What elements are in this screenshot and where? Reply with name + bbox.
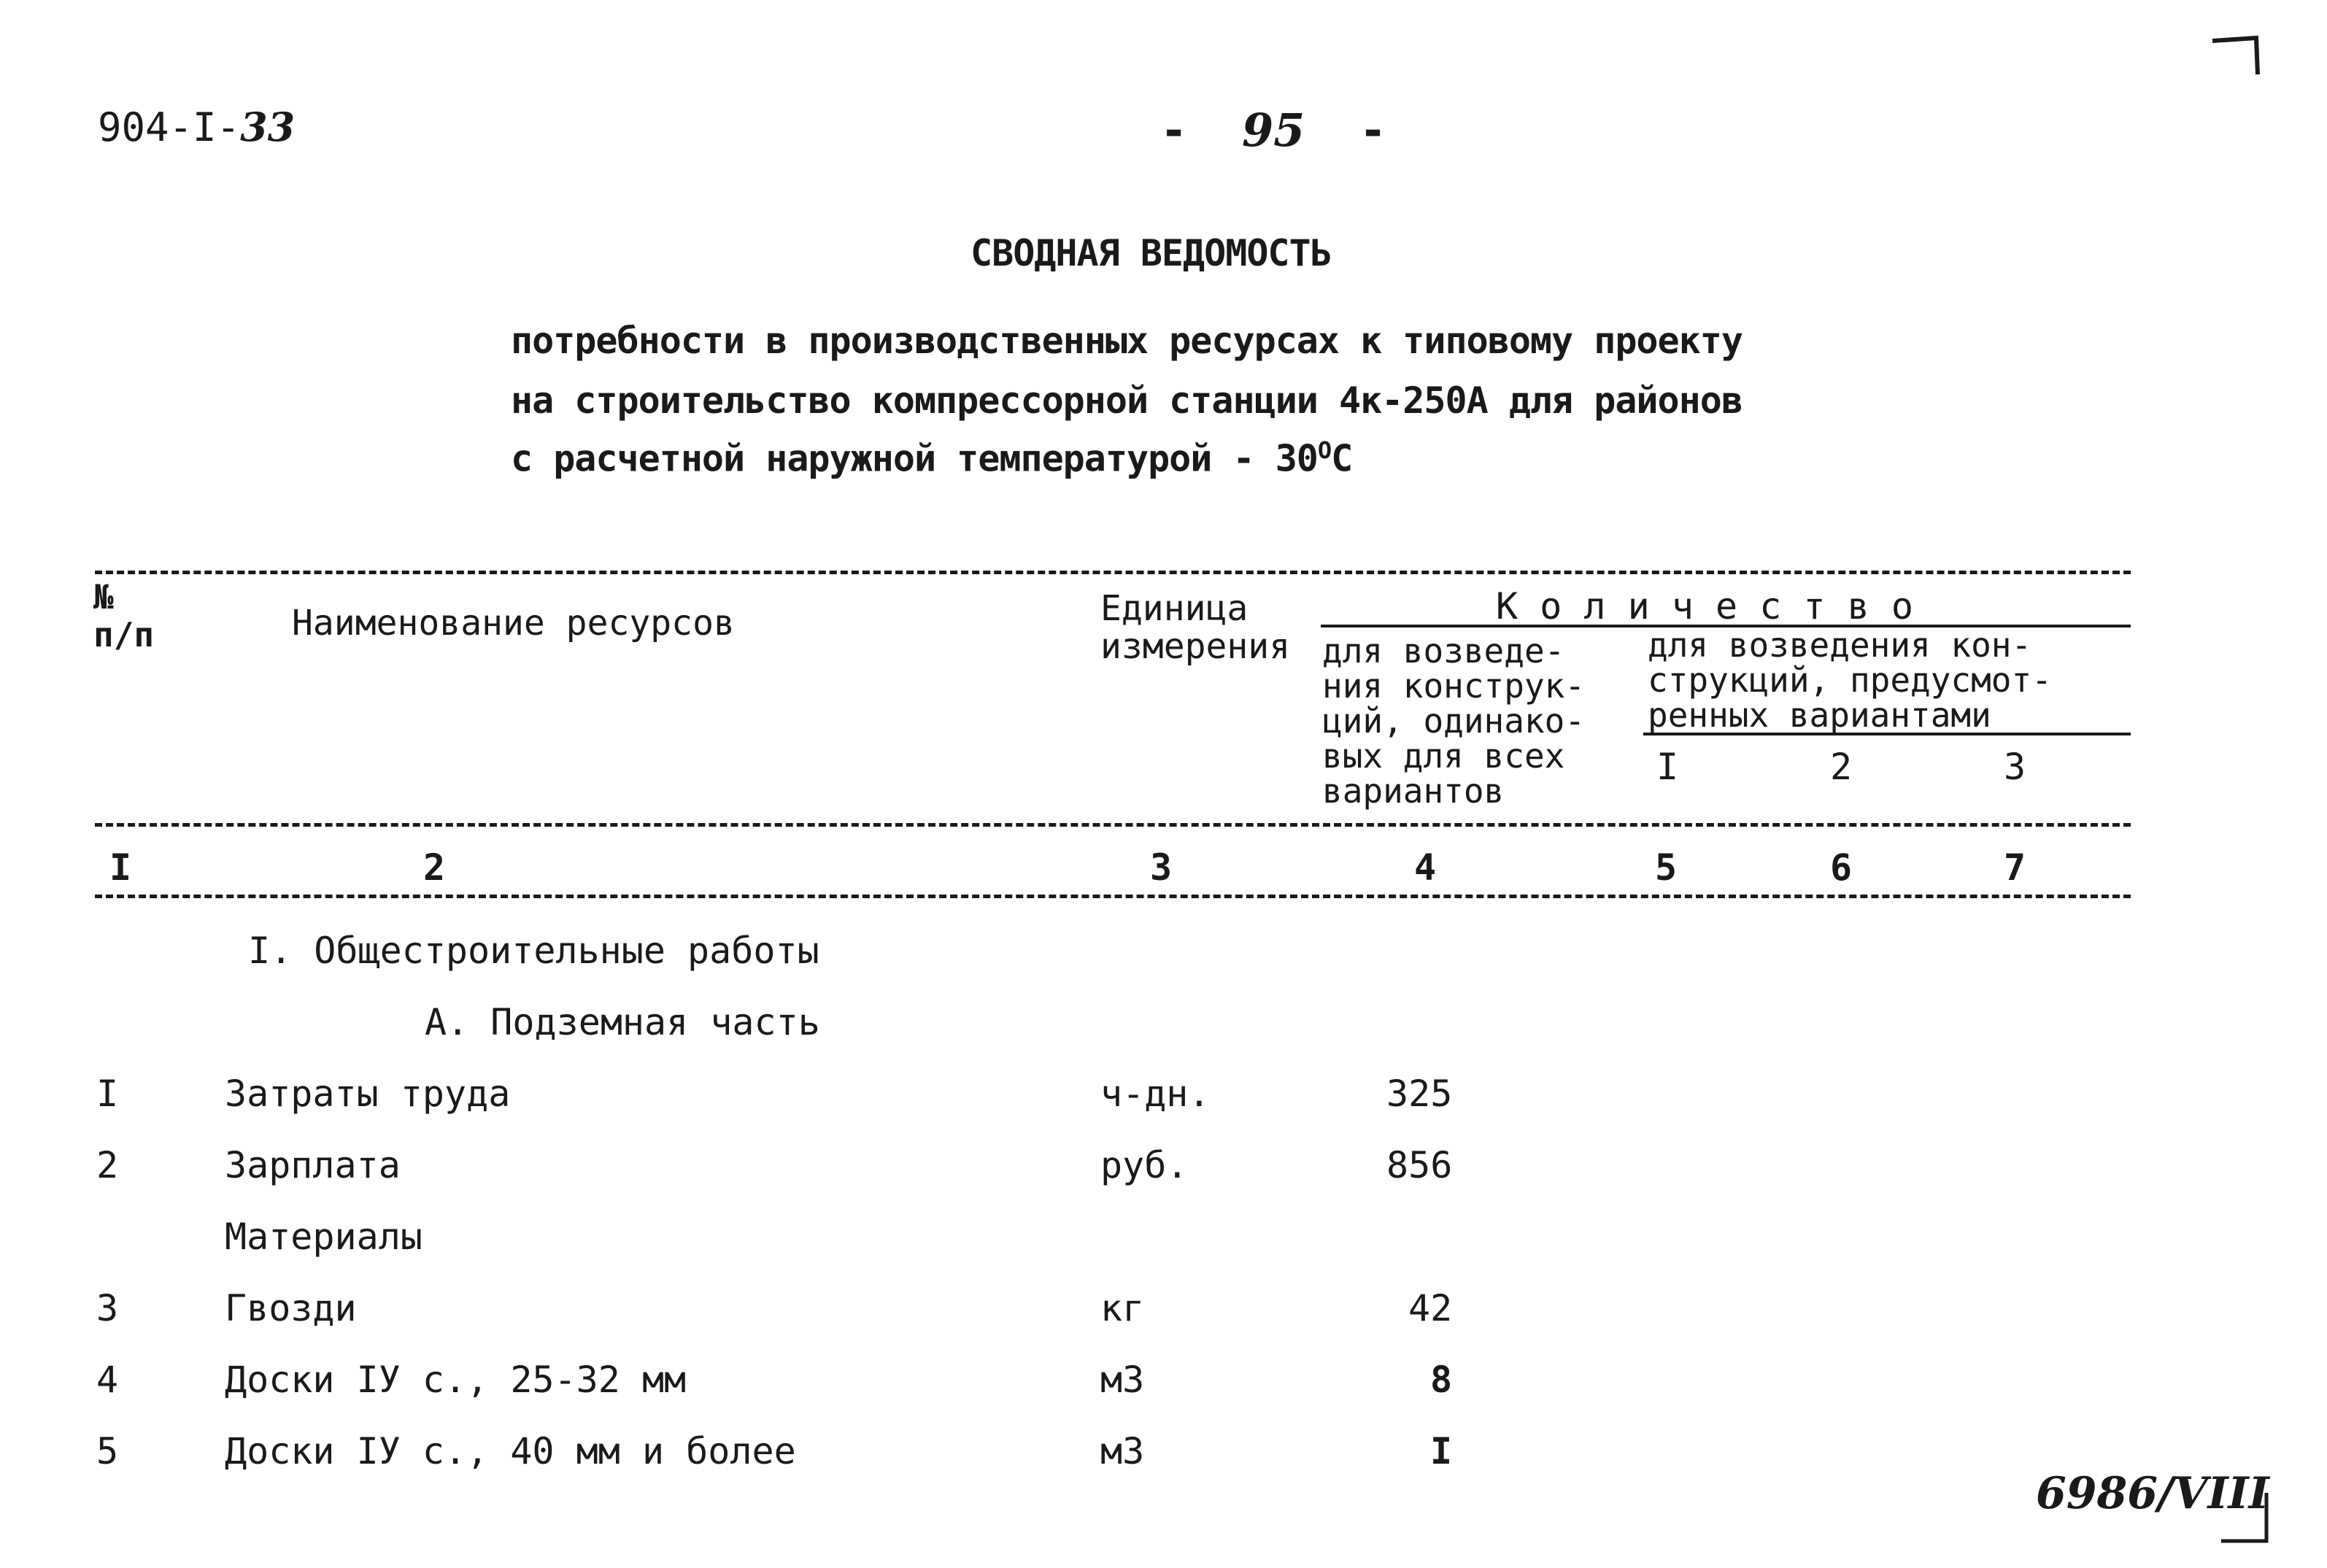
corner-mark-top-right (2211, 34, 2264, 77)
column-numbers-rule (95, 895, 2131, 898)
corner-mark-bottom-right (2218, 1488, 2277, 1547)
column-number-1: I (109, 846, 132, 889)
table-row-3-num: 3 (96, 1287, 119, 1329)
column-number-3: 3 (1150, 846, 1173, 889)
table-row-3-unit: кг (1100, 1287, 1145, 1329)
subtitle-line-3 (511, 436, 1352, 480)
table-row-1-qty: 325 (1386, 1073, 1453, 1115)
table-top-rule (95, 571, 2131, 574)
table-row-3-qty: 42 (1408, 1287, 1453, 1329)
col-unit-header-line-1: Единица (1100, 588, 1249, 629)
column-number-7: 7 (2004, 846, 2026, 889)
table-row-5-qty: I (1430, 1430, 1453, 1472)
col-common-header-line-3: ций, одинако- (1322, 701, 1586, 741)
col-common-header-line-1: для возведе- (1322, 631, 1565, 671)
document-title: СВОДНАЯ ВЕДОМОСТЬ (970, 232, 1332, 274)
subtitle-line-3-unit: C (1331, 437, 1353, 480)
column-number-6: 6 (1830, 846, 1853, 889)
archive-stamp: 6986/VIII (2036, 1468, 2269, 1519)
table-row-1-num: I (96, 1073, 119, 1115)
col-quantity-header: К о л и ч е с т в о (1496, 585, 1913, 627)
page-number-value: 95 (1241, 104, 1305, 157)
table-row-2-unit: руб. (1100, 1144, 1189, 1186)
col-unit-header-line-2: измерения (1100, 626, 1291, 667)
col-common-header-line-4: вых для всех (1322, 736, 1565, 776)
variant-label-3: 3 (2004, 746, 2026, 788)
variant-label-1: I (1656, 746, 1679, 788)
column-number-4: 4 (1414, 846, 1437, 889)
table-row-5-name: Доски IУ с., 40 мм и более (225, 1430, 796, 1472)
col-number-header-line-1: № (93, 577, 114, 617)
col-variants-header-line-2: струкций, предусмот- (1648, 660, 2052, 700)
table-row-4-unit: м3 (1100, 1359, 1145, 1401)
col-name-header: Наименование ресурсов (292, 603, 735, 644)
subsection-heading: А. Подземная часть (425, 1001, 820, 1043)
table-row-2-name: Зарплата (225, 1144, 401, 1186)
col-variants-header-line-1: для возведения кон- (1648, 625, 2032, 665)
col-variants-header-line-3: ренных вариантами (1648, 695, 1991, 735)
col-common-header (1322, 631, 1586, 811)
document-code-handwritten: 33 (240, 104, 296, 150)
page-number-dash-left: - (1160, 104, 1188, 157)
variant-label-2: 2 (1830, 746, 1853, 788)
table-row-2-num: 2 (96, 1144, 119, 1186)
col-unit-header (1100, 590, 1290, 665)
table-row-1-unit: ч-дн. (1100, 1073, 1211, 1115)
column-number-5: 5 (1655, 846, 1678, 889)
col-common-header-line-5: вариантов (1322, 771, 1505, 811)
table-row-3-name: Гвозди (225, 1287, 357, 1329)
subtitle-line-3-text: с расчетной наружной температурой - 30 (511, 437, 1318, 480)
variants-underline (1643, 733, 2131, 735)
table-row-1-name: Затраты труда (225, 1073, 511, 1115)
col-common-header-line-2: ния конструк- (1322, 666, 1586, 706)
col-variants-header (1648, 627, 2052, 733)
table-row-5-unit: м3 (1100, 1430, 1145, 1472)
page-number-dash-right: - (1359, 104, 1387, 157)
degree-sign: O (1317, 436, 1332, 464)
section-heading: I. Общестроительные работы (248, 930, 819, 972)
page-number (1160, 104, 1386, 157)
subtitle-line-1: потребности в производственных ресурсах к типовому проекту (511, 320, 1743, 362)
col-number-header-line-2: п/п (93, 615, 155, 654)
table-row-4-num: 4 (96, 1359, 119, 1401)
document-code-prefix: 904-I- (98, 104, 241, 150)
table-row-4-name: Доски IУ с., 25-32 мм (225, 1359, 687, 1401)
document-code (98, 104, 295, 150)
column-number-2: 2 (423, 846, 446, 889)
table-row-4-qty: 8 (1430, 1359, 1453, 1401)
header-bottom-rule (95, 823, 2131, 827)
table-row-2-qty: 856 (1386, 1144, 1453, 1186)
table-row-5-num: 5 (96, 1430, 119, 1472)
col-number-header (93, 578, 154, 654)
table-row-materials-heading: Материалы (225, 1216, 422, 1258)
subtitle-line-2: на строительство компрессорной станции 4к-250А для районов (511, 379, 1743, 422)
